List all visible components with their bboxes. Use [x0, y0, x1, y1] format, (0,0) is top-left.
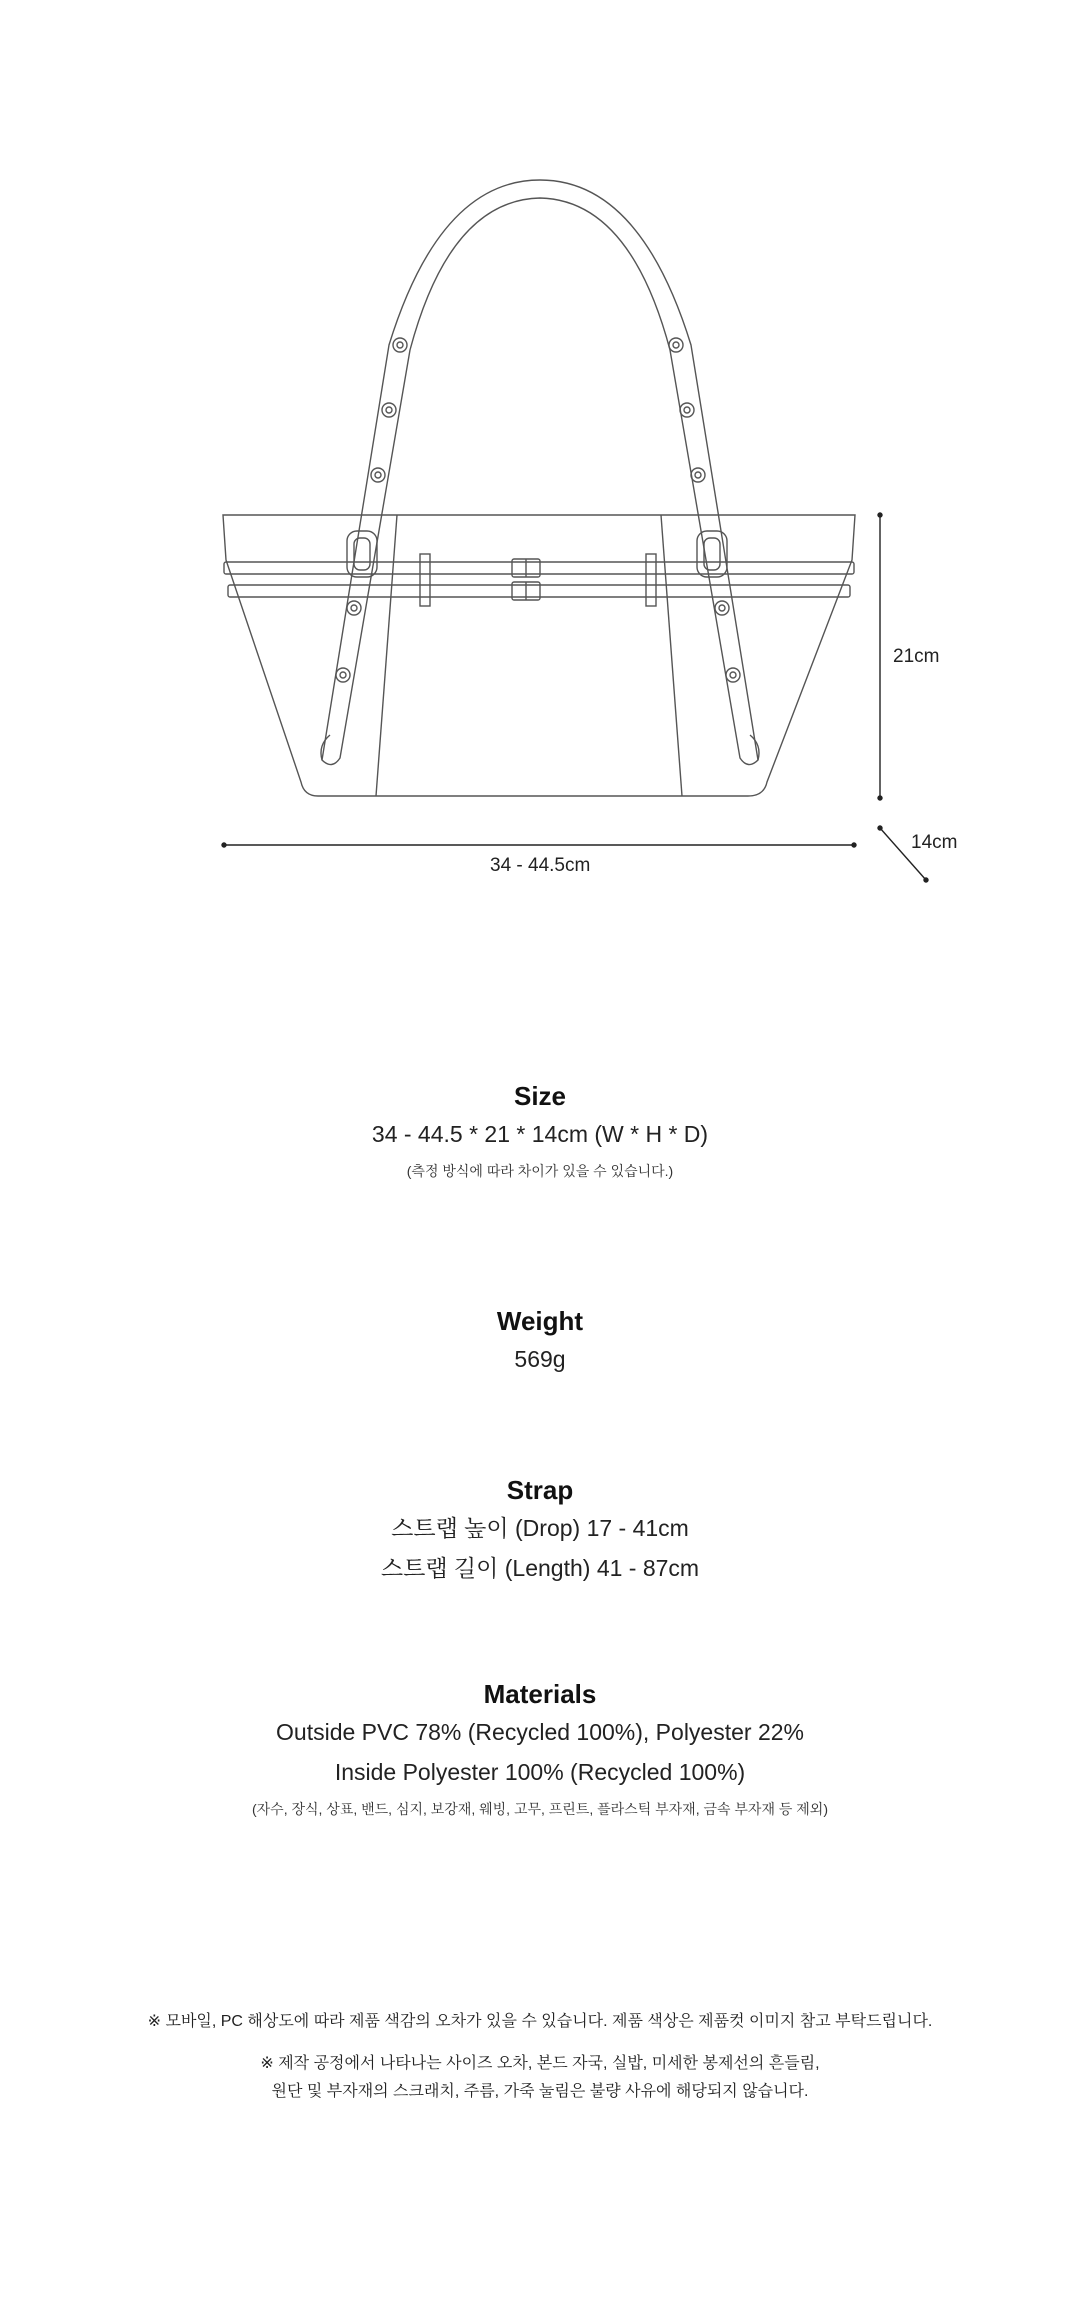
- eyelet: [371, 468, 385, 482]
- weight-section: [0, 1303, 1080, 1379]
- band-strap-upper: [224, 562, 854, 574]
- notice-color: ※ 모바일, PC 해상도에 따라 제품 색감의 오차가 있을 수 있습니다. 제품 색상은 제품컷 이미지 참고 부탁드립니다.: [147, 2013, 933, 2030]
- strap-section: [0, 1472, 1080, 1588]
- width-dimension-label: 34 - 44.5cm: [490, 855, 591, 876]
- eyelet: [336, 668, 350, 682]
- strap-title: Strap: [506, 1475, 574, 1505]
- size-note: (측정 방식에 따라 차이가 있을 수 있습니다.): [406, 1163, 674, 1179]
- strap-length: 스트랩 길이 (Length) 41 - 87cm: [380, 1555, 700, 1581]
- eyelet: [393, 338, 407, 352]
- size-value: 34 - 44.5 * 21 * 14cm (W * H * D): [371, 1121, 709, 1147]
- bag-technical-drawing: [0, 0, 1080, 960]
- bag-side-seam-right: [661, 515, 682, 796]
- band-strap-lower: [228, 585, 850, 597]
- bag-side-seam-left: [376, 515, 397, 796]
- notice-production-line2: 원단 및 부자재의 스크래치, 주름, 가죽 눌림은 불량 사유에 해당되지 않습니다.: [271, 2083, 809, 2100]
- eyelet: [680, 403, 694, 417]
- eyelet: [715, 601, 729, 615]
- materials-inside: Inside Polyester 100% (Recycled 100%): [334, 1759, 746, 1785]
- size-section: [0, 1078, 1080, 1182]
- weight-value: 569g: [514, 1346, 566, 1372]
- depth-dimension-label: 14cm: [911, 832, 958, 853]
- shoulder-strap-outer: [322, 180, 758, 765]
- strap-drop: 스트랩 높이 (Drop) 17 - 41cm: [391, 1515, 689, 1541]
- materials-section: [0, 1676, 1080, 1820]
- materials-note: (자수, 장식, 상표, 밴드, 심지, 보강재, 웨빙, 고무, 프린트, 플라스틱 부자재, 금속 부자재 등 제외): [251, 1801, 828, 1817]
- materials-title: Materials: [483, 1679, 597, 1709]
- eyelet: [691, 468, 705, 482]
- notice-production-line1: ※ 제작 공정에서 나타나는 사이즈 오차, 본드 자국, 실밥, 미세한 봉제선의 흔들림,: [260, 2055, 820, 2072]
- materials-outside: Outside PVC 78% (Recycled 100%), Polyester 22%: [276, 1719, 804, 1745]
- size-title: Size: [513, 1081, 567, 1111]
- eyelet: [382, 403, 396, 417]
- eyelet: [669, 338, 683, 352]
- bag-body-outline: [223, 515, 855, 796]
- eyelet: [726, 668, 740, 682]
- height-dimension-label: 21cm: [893, 646, 940, 667]
- eyelet: [347, 601, 361, 615]
- weight-title: Weight: [496, 1306, 584, 1336]
